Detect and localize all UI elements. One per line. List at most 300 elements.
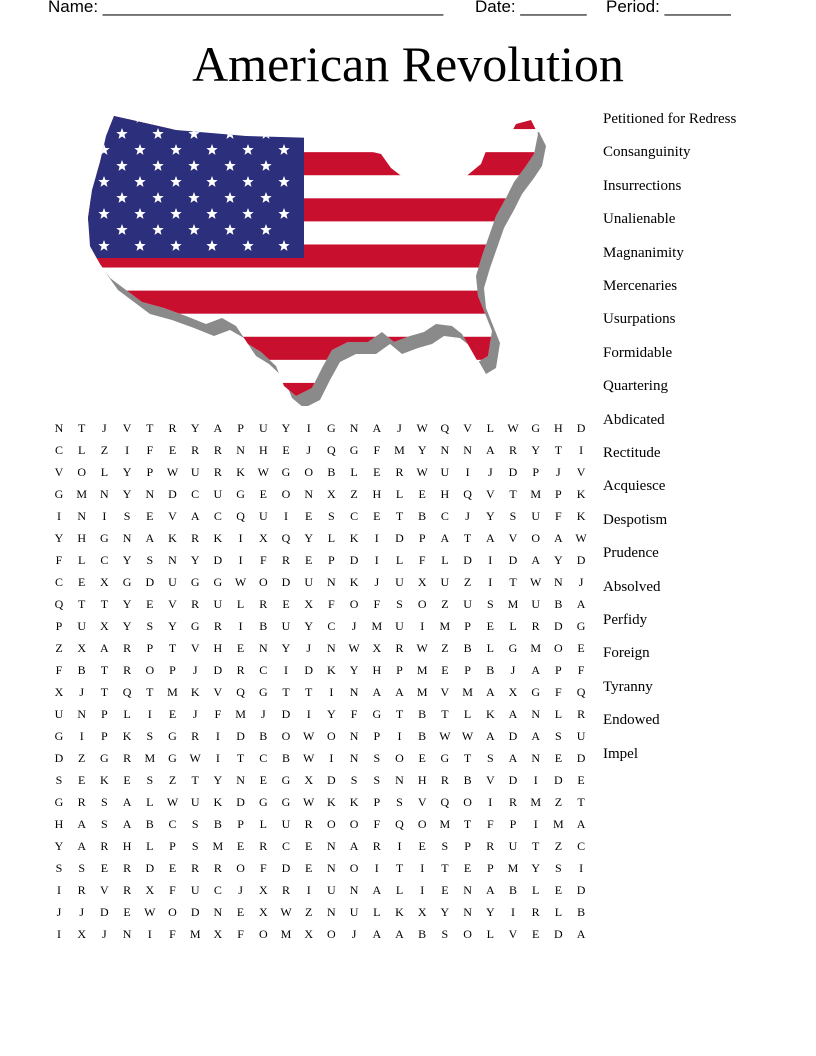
grid-letter[interactable]: R	[191, 729, 200, 743]
grid-letter[interactable]: N	[122, 531, 132, 545]
grid-letter[interactable]: N	[304, 487, 314, 501]
grid-letter[interactable]: J	[397, 421, 402, 435]
grid-letter[interactable]: J	[351, 619, 357, 633]
grid-letter[interactable]: O	[327, 817, 336, 831]
grid-letter[interactable]: P	[146, 465, 154, 479]
grid-letter[interactable]: R	[395, 465, 404, 479]
grid-letter[interactable]: R	[259, 839, 268, 853]
grid-letter[interactable]: D	[576, 883, 586, 897]
grid-letter[interactable]: N	[440, 443, 450, 457]
grid-letter[interactable]: W	[575, 531, 587, 545]
grid-letter[interactable]: I	[57, 509, 61, 523]
grid-letter[interactable]: A	[349, 839, 359, 853]
grid-letter[interactable]: W	[257, 465, 269, 479]
grid-letter[interactable]: T	[509, 487, 517, 501]
grid-letter[interactable]: W	[439, 729, 451, 743]
grid-letter[interactable]: A	[372, 927, 382, 941]
grid-letter[interactable]: E	[463, 861, 472, 875]
grid-letter[interactable]: E	[168, 861, 177, 875]
grid-letter[interactable]: D	[576, 751, 586, 765]
grid-letter[interactable]: M	[507, 861, 519, 875]
grid-letter[interactable]: S	[146, 773, 154, 787]
grid-letter[interactable]: S	[396, 795, 403, 809]
grid-letter[interactable]: O	[258, 575, 268, 589]
grid-letter[interactable]: E	[305, 861, 313, 875]
grid-letter[interactable]: G	[508, 641, 518, 655]
grid-letter[interactable]: Z	[168, 773, 177, 787]
grid-letter[interactable]: A	[576, 927, 586, 941]
grid-letter[interactable]: M	[394, 443, 405, 457]
grid-letter[interactable]: Z	[100, 443, 109, 457]
grid-letter[interactable]: I	[238, 553, 243, 567]
grid-letter[interactable]: I	[57, 883, 61, 897]
grid-letter[interactable]: X	[417, 905, 427, 919]
grid-letter[interactable]: I	[306, 421, 311, 435]
grid-letter[interactable]: I	[306, 883, 311, 897]
grid-letter[interactable]: P	[396, 663, 403, 677]
grid-letter[interactable]: Y	[190, 421, 200, 435]
grid-letter[interactable]: E	[282, 597, 290, 611]
grid-letter[interactable]: S	[101, 817, 108, 831]
grid-letter[interactable]: E	[486, 619, 494, 633]
grid-letter[interactable]: O	[304, 465, 314, 479]
grid-letter[interactable]: N	[531, 707, 541, 721]
grid-letter[interactable]: I	[329, 685, 334, 699]
grid-letter[interactable]: A	[77, 839, 87, 853]
grid-letter[interactable]: U	[508, 839, 518, 853]
grid-letter[interactable]: B	[327, 465, 336, 479]
grid-letter[interactable]: M	[235, 707, 246, 721]
grid-letter[interactable]: A	[508, 751, 518, 765]
grid-letter[interactable]: E	[78, 773, 86, 787]
grid-letter[interactable]: U	[213, 597, 223, 611]
grid-letter[interactable]: X	[372, 641, 382, 655]
grid-letter[interactable]: T	[441, 707, 449, 721]
grid-letter[interactable]: L	[463, 707, 472, 721]
grid-letter[interactable]: R	[123, 861, 132, 875]
grid-letter[interactable]: L	[395, 883, 404, 897]
grid-letter[interactable]: A	[508, 707, 518, 721]
grid-letter[interactable]: Y	[304, 619, 314, 633]
grid-letter[interactable]: R	[123, 751, 132, 765]
grid-letter[interactable]: R	[100, 839, 109, 853]
grid-letter[interactable]: Z	[554, 839, 563, 853]
grid-letter[interactable]: X	[258, 883, 268, 897]
grid-letter[interactable]: D	[349, 553, 359, 567]
grid-letter[interactable]: R	[213, 443, 222, 457]
grid-letter[interactable]: F	[555, 685, 562, 699]
grid-letter[interactable]: U	[440, 575, 450, 589]
grid-letter[interactable]: N	[327, 905, 336, 919]
grid-letter[interactable]: R	[395, 641, 404, 655]
grid-letter[interactable]: U	[463, 597, 472, 611]
grid-letter[interactable]: A	[372, 685, 382, 699]
grid-letter[interactable]: O	[281, 729, 291, 743]
grid-letter[interactable]: X	[213, 927, 223, 941]
grid-letter[interactable]: T	[168, 641, 177, 655]
grid-letter[interactable]: U	[190, 883, 200, 897]
grid-letter[interactable]: X	[145, 883, 155, 897]
grid-letter[interactable]: I	[397, 729, 402, 743]
grid-letter[interactable]: G	[576, 619, 586, 633]
grid-letter[interactable]: B	[486, 663, 495, 677]
grid-letter[interactable]: D	[236, 795, 245, 809]
grid-letter[interactable]: U	[54, 707, 64, 721]
grid-letter[interactable]: G	[168, 751, 177, 765]
grid-letter[interactable]: U	[531, 509, 541, 523]
grid-letter[interactable]: U	[440, 465, 450, 479]
grid-letter[interactable]: G	[281, 795, 291, 809]
grid-letter[interactable]: C	[577, 839, 586, 853]
grid-letter[interactable]: S	[191, 839, 199, 853]
grid-letter[interactable]: W	[416, 465, 428, 479]
grid-letter[interactable]: R	[372, 839, 381, 853]
grid-letter[interactable]: K	[190, 685, 200, 699]
grid-letter[interactable]: F	[373, 443, 381, 457]
grid-letter[interactable]: Y	[417, 443, 427, 457]
grid-letter[interactable]: Q	[54, 597, 64, 611]
grid-letter[interactable]: R	[123, 663, 132, 677]
grid-letter[interactable]: N	[77, 509, 87, 523]
grid-letter[interactable]: A	[531, 553, 541, 567]
grid-letter[interactable]: K	[349, 795, 359, 809]
grid-letter[interactable]: B	[213, 817, 222, 831]
grid-letter[interactable]: S	[509, 509, 517, 523]
grid-letter[interactable]: X	[100, 575, 109, 589]
grid-letter[interactable]: U	[327, 883, 336, 897]
grid-letter[interactable]: N	[349, 685, 359, 699]
grid-letter[interactable]: H	[372, 487, 382, 501]
grid-letter[interactable]: B	[259, 619, 268, 633]
grid-letter[interactable]: I	[374, 861, 379, 875]
grid-letter[interactable]: V	[508, 531, 518, 545]
grid-letter[interactable]: Q	[576, 685, 586, 699]
grid-letter[interactable]: S	[78, 861, 86, 875]
grid-letter[interactable]: I	[374, 531, 379, 545]
grid-letter[interactable]: Z	[554, 795, 563, 809]
grid-letter[interactable]: R	[213, 465, 222, 479]
grid-letter[interactable]: E	[554, 883, 563, 897]
grid-letter[interactable]: W	[189, 751, 201, 765]
grid-letter[interactable]: A	[145, 531, 155, 545]
grid-letter[interactable]: D	[327, 773, 336, 787]
grid-letter[interactable]: V	[54, 465, 64, 479]
grid-letter[interactable]: I	[79, 729, 84, 743]
grid-letter[interactable]: K	[395, 905, 404, 919]
grid-letter[interactable]: U	[258, 421, 268, 435]
grid-letter[interactable]: D	[145, 861, 155, 875]
grid-letter[interactable]: D	[508, 465, 518, 479]
grid-letter[interactable]: L	[554, 905, 563, 919]
grid-letter[interactable]: C	[54, 443, 63, 457]
grid-letter[interactable]: R	[191, 443, 200, 457]
grid-letter[interactable]: O	[463, 795, 472, 809]
grid-letter[interactable]: Q	[236, 509, 245, 523]
grid-letter[interactable]: A	[395, 927, 404, 941]
grid-letter[interactable]: Y	[190, 553, 200, 567]
grid-letter[interactable]: A	[531, 663, 541, 677]
grid-letter[interactable]: X	[304, 597, 314, 611]
grid-letter[interactable]: N	[145, 487, 155, 501]
grid-letter[interactable]: A	[100, 641, 109, 655]
grid-letter[interactable]: X	[327, 487, 336, 501]
grid-letter[interactable]: L	[554, 707, 563, 721]
grid-letter[interactable]: X	[304, 927, 314, 941]
grid-letter[interactable]: T	[100, 685, 109, 699]
grid-letter[interactable]: M	[212, 839, 224, 853]
grid-letter[interactable]: P	[373, 795, 381, 809]
grid-letter[interactable]: B	[508, 883, 517, 897]
grid-letter[interactable]: K	[576, 509, 586, 523]
grid-letter[interactable]: R	[281, 553, 290, 567]
grid-letter[interactable]: T	[509, 575, 517, 589]
grid-letter[interactable]: A	[122, 795, 132, 809]
grid-letter[interactable]: G	[372, 707, 382, 721]
grid-letter[interactable]: M	[530, 795, 542, 809]
grid-letter[interactable]: D	[576, 553, 586, 567]
grid-letter[interactable]: R	[123, 883, 132, 897]
grid-letter[interactable]: W	[144, 905, 156, 919]
grid-letter[interactable]: G	[213, 575, 223, 589]
grid-letter[interactable]: S	[441, 927, 449, 941]
grid-letter[interactable]: T	[532, 839, 540, 853]
grid-letter[interactable]: R	[213, 619, 222, 633]
grid-letter[interactable]: L	[236, 597, 245, 611]
grid-letter[interactable]: Y	[554, 553, 563, 567]
grid-letter[interactable]: M	[507, 597, 519, 611]
grid-letter[interactable]: E	[305, 553, 313, 567]
grid-letter[interactable]: J	[102, 927, 107, 941]
grid-letter[interactable]: M	[530, 487, 542, 501]
grid-letter[interactable]: O	[281, 487, 291, 501]
grid-letter[interactable]: S	[486, 597, 494, 611]
grid-letter[interactable]: J	[351, 927, 357, 941]
grid-letter[interactable]: L	[78, 553, 86, 567]
grid-letter[interactable]: L	[509, 619, 517, 633]
grid-letter[interactable]: L	[100, 465, 109, 479]
grid-letter[interactable]: S	[146, 729, 154, 743]
grid-letter[interactable]: R	[531, 905, 540, 919]
grid-letter[interactable]: V	[463, 421, 472, 435]
grid-letter[interactable]: W	[461, 729, 474, 743]
grid-letter[interactable]: A	[485, 443, 495, 457]
grid-letter[interactable]: C	[440, 509, 449, 523]
grid-letter[interactable]: F	[237, 927, 244, 941]
grid-letter[interactable]: C	[213, 509, 222, 523]
grid-letter[interactable]: L	[486, 421, 494, 435]
grid-letter[interactable]: M	[439, 619, 451, 633]
grid-letter[interactable]: B	[418, 509, 427, 523]
grid-letter[interactable]: I	[488, 795, 493, 809]
grid-letter[interactable]: R	[123, 641, 132, 655]
grid-letter[interactable]: A	[190, 509, 200, 523]
grid-letter[interactable]: G	[100, 751, 109, 765]
grid-letter[interactable]: W	[303, 729, 315, 743]
grid-letter[interactable]: C	[191, 487, 200, 501]
grid-letter[interactable]: M	[280, 927, 292, 941]
grid-letter[interactable]: I	[238, 619, 243, 633]
grid-letter[interactable]: C	[213, 883, 222, 897]
grid-letter[interactable]: M	[189, 927, 201, 941]
grid-letter[interactable]: I	[420, 619, 425, 633]
grid-letter[interactable]: F	[259, 553, 267, 567]
grid-letter[interactable]: Y	[122, 597, 132, 611]
grid-letter[interactable]: C	[100, 553, 109, 567]
grid-letter[interactable]: I	[533, 773, 538, 787]
grid-letter[interactable]: X	[304, 773, 314, 787]
grid-letter[interactable]: N	[100, 487, 109, 501]
grid-letter[interactable]: T	[554, 443, 563, 457]
grid-letter[interactable]: D	[213, 663, 223, 677]
grid-letter[interactable]: N	[554, 575, 563, 589]
grid-letter[interactable]: E	[418, 487, 426, 501]
grid-letter[interactable]: D	[100, 905, 109, 919]
grid-letter[interactable]: I	[125, 443, 130, 457]
grid-letter[interactable]: E	[532, 927, 540, 941]
grid-letter[interactable]: J	[56, 905, 62, 919]
grid-letter[interactable]: O	[349, 861, 359, 875]
grid-letter[interactable]: G	[54, 795, 64, 809]
grid-letter[interactable]: L	[486, 641, 494, 655]
grid-letter[interactable]: G	[349, 443, 359, 457]
grid-letter[interactable]: R	[191, 861, 200, 875]
grid-letter[interactable]: C	[281, 839, 290, 853]
grid-letter[interactable]: T	[463, 817, 472, 831]
grid-letter[interactable]: H	[554, 421, 563, 435]
grid-letter[interactable]: B	[577, 905, 586, 919]
grid-letter[interactable]: R	[191, 597, 200, 611]
grid-letter[interactable]: L	[146, 795, 154, 809]
grid-letter[interactable]: B	[418, 927, 427, 941]
grid-letter[interactable]: D	[508, 773, 518, 787]
grid-letter[interactable]: P	[101, 707, 108, 721]
grid-letter[interactable]: U	[349, 905, 359, 919]
grid-letter[interactable]: U	[576, 729, 586, 743]
grid-letter[interactable]: F	[259, 861, 267, 875]
grid-letter[interactable]: D	[236, 729, 245, 743]
grid-letter[interactable]: F	[169, 883, 176, 897]
grid-letter[interactable]: E	[259, 773, 267, 787]
grid-letter[interactable]: J	[306, 641, 312, 655]
grid-letter[interactable]: T	[146, 421, 154, 435]
grid-letter[interactable]: J	[465, 509, 470, 523]
grid-letter[interactable]: P	[532, 465, 540, 479]
grid-letter[interactable]: D	[576, 421, 586, 435]
grid-letter[interactable]: O	[258, 927, 268, 941]
grid-letter[interactable]: S	[396, 597, 403, 611]
grid-letter[interactable]: O	[349, 597, 359, 611]
grid-letter[interactable]: B	[418, 729, 427, 743]
grid-letter[interactable]: E	[441, 663, 449, 677]
grid-letter[interactable]: U	[190, 465, 200, 479]
grid-letter[interactable]: V	[576, 465, 586, 479]
grid-letter[interactable]: N	[168, 553, 177, 567]
grid-letter[interactable]: S	[555, 861, 562, 875]
grid-letter[interactable]: L	[123, 707, 131, 721]
grid-letter[interactable]: O	[349, 817, 359, 831]
grid-letter[interactable]: U	[281, 619, 291, 633]
grid-letter[interactable]: F	[418, 553, 426, 567]
grid-letter[interactable]: E	[373, 465, 381, 479]
grid-letter[interactable]: Z	[305, 905, 313, 919]
grid-letter[interactable]: K	[122, 729, 132, 743]
grid-letter[interactable]: J	[238, 883, 243, 897]
grid-letter[interactable]: S	[55, 773, 63, 787]
grid-letter[interactable]: E	[168, 707, 177, 721]
grid-letter[interactable]: J	[556, 465, 561, 479]
grid-letter[interactable]: V	[213, 685, 223, 699]
grid-letter[interactable]: N	[258, 641, 268, 655]
grid-letter[interactable]: D	[508, 729, 518, 743]
grid-letter[interactable]: L	[441, 553, 449, 567]
grid-letter[interactable]: H	[258, 443, 268, 457]
grid-letter[interactable]: K	[236, 465, 245, 479]
grid-letter[interactable]: T	[236, 751, 245, 765]
grid-letter[interactable]: M	[553, 817, 564, 831]
grid-letter[interactable]: B	[77, 663, 86, 677]
grid-letter[interactable]: X	[54, 685, 64, 699]
grid-letter[interactable]: U	[77, 619, 87, 633]
grid-letter[interactable]: B	[418, 707, 427, 721]
grid-letter[interactable]: R	[191, 531, 200, 545]
grid-letter[interactable]: I	[102, 509, 107, 523]
grid-letter[interactable]: N	[77, 707, 87, 721]
grid-letter[interactable]: O	[417, 597, 427, 611]
grid-letter[interactable]: N	[395, 773, 404, 787]
grid-letter[interactable]: B	[463, 641, 472, 655]
grid-letter[interactable]: E	[123, 905, 131, 919]
grid-letter[interactable]: J	[102, 421, 107, 435]
grid-letter[interactable]: N	[463, 905, 472, 919]
grid-letter[interactable]: Y	[122, 465, 132, 479]
grid-letter[interactable]: R	[440, 773, 449, 787]
grid-letter[interactable]: P	[509, 817, 517, 831]
grid-letter[interactable]: M	[167, 685, 178, 699]
grid-letter[interactable]: Y	[304, 531, 314, 545]
grid-letter[interactable]: Y	[54, 839, 64, 853]
name-field[interactable]: Name: ____________________________________	[48, 0, 444, 16]
grid-letter[interactable]: M	[530, 641, 542, 655]
grid-letter[interactable]: A	[485, 883, 495, 897]
grid-letter[interactable]: A	[576, 597, 586, 611]
grid-letter[interactable]: R	[213, 861, 222, 875]
grid-letter[interactable]: A	[372, 883, 382, 897]
grid-letter[interactable]: O	[145, 663, 155, 677]
grid-letter[interactable]: D	[463, 553, 472, 567]
grid-letter[interactable]: J	[260, 707, 266, 721]
grid-letter[interactable]: G	[531, 685, 541, 699]
grid-letter[interactable]: H	[417, 773, 427, 787]
grid-letter[interactable]: T	[577, 795, 585, 809]
grid-letter[interactable]: V	[417, 795, 427, 809]
grid-letter[interactable]: P	[237, 817, 244, 831]
grid-letter[interactable]: T	[191, 773, 199, 787]
grid-letter[interactable]: Z	[55, 641, 63, 655]
grid-letter[interactable]: R	[577, 707, 586, 721]
grid-letter[interactable]: B	[463, 773, 472, 787]
grid-letter[interactable]: E	[305, 509, 313, 523]
grid-letter[interactable]: I	[238, 531, 243, 545]
grid-letter[interactable]: T	[78, 421, 86, 435]
grid-letter[interactable]: O	[327, 927, 336, 941]
grid-letter[interactable]: Y	[281, 421, 291, 435]
grid-letter[interactable]: Y	[485, 905, 495, 919]
grid-letter[interactable]: Y	[122, 619, 132, 633]
grid-letter[interactable]: D	[190, 905, 200, 919]
grid-letter[interactable]: X	[508, 685, 518, 699]
grid-letter[interactable]: C	[259, 751, 268, 765]
grid-letter[interactable]: I	[215, 729, 220, 743]
